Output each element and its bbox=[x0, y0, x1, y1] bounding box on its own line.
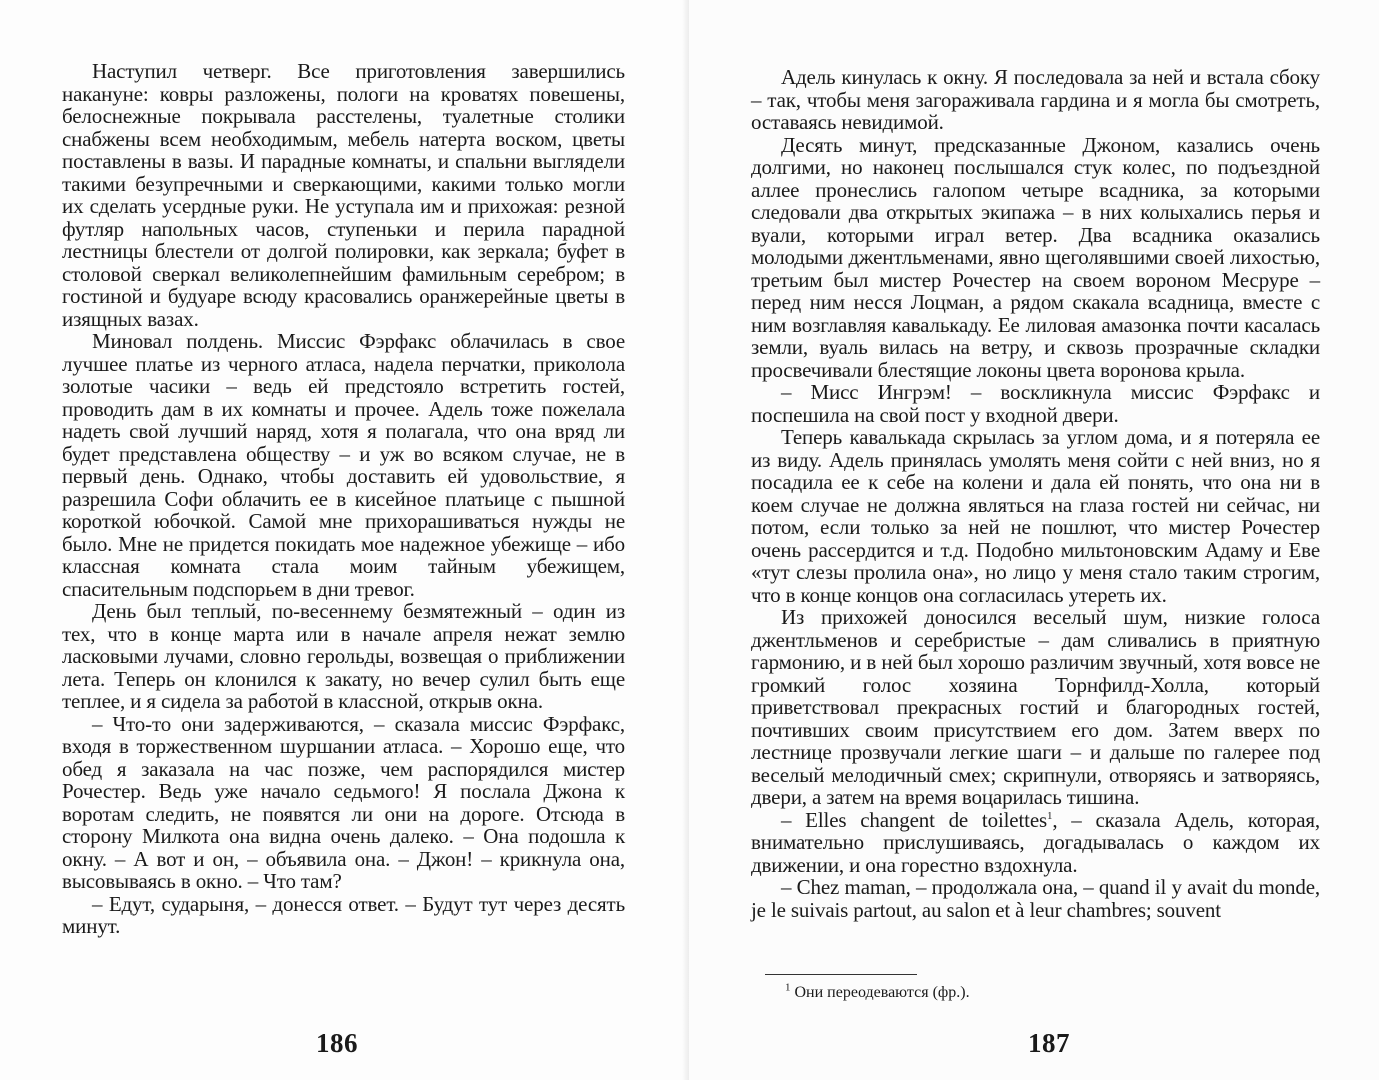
paragraph: – Chez maman, – продолжала она, – quand il y avait du monde, je le suivais partout, au salon et à leur chambres; souvent bbox=[751, 875, 1320, 922]
paragraph: – Что-то они задерживаются, – сказала миссис Фэрфакс, входя в торжественном шуршании атласа. – Хорошо еще, что обед я заказала на час позже, чем распорядился мистер Рочестер. Ведь уже начало седьмого! Я послала Джона к воротам следить, не появятся ли они на дороге. Отсюда в сторону Милкота она видна очень далеко. – Она подошла к окну. – А вот и он, – объявила она. – Джон! – крикнула она, высовываясь в окно. – Что там? bbox=[62, 711, 625, 893]
right-page-text bbox=[751, 66, 1320, 921]
page-number-right: 187 bbox=[1028, 1028, 1070, 1058]
paragraph-with-footnote bbox=[751, 809, 1320, 877]
paragraph-continuation: , – сказала Адель, которая, внимательно прислушиваясь, догадывалась о каждом их движении, и она горестно вздохнула. bbox=[751, 807, 1320, 877]
french-quote: – Elles changent de toilettes bbox=[781, 807, 1048, 832]
paragraph: Из прихожей доносился веселый шум, низкие голоса джентльменов и серебристые – дам сливались в приятную гармонию, и в ней был хорошо различим звучный, хотя вовсе не громкий голос хозяина Торнфилд-Холла, который приветствовал прекрасных гостий и благородных гостей, почтивших своим присутствием его дом. Затем вверх по лестнице прозвучали легкие шаги – и дальше по галерее под веселый мелодичный смех; скрипнули, отворяясь и затворяясь, двери, а затем на время воцарилась тишина. bbox=[751, 605, 1320, 809]
footnote-marker: 1 bbox=[1047, 809, 1053, 822]
paragraph: Адель кинулась к окну. Я последовала за ней и встала сбоку – так, чтобы меня загораживала гардина и я могла бы смотреть, оставаясь невидимой. bbox=[751, 65, 1320, 134]
paragraph: – Едут, сударыня, – донесся ответ. – Будут тут через десять минут. bbox=[62, 891, 625, 938]
right-page bbox=[689, 0, 1379, 1080]
left-page-text bbox=[62, 60, 625, 938]
paragraph: День был теплый, по-весеннему безмятежный – один из тех, что в конце марта или в начале апреля нежат землю ласковыми лучами, словно герольды, возвещая о приближении лета. Теперь он клонился к закату, но вечер сулил быть еще теплее, и я сидела за работой в классной, открыв окна. bbox=[62, 599, 625, 713]
left-page bbox=[0, 0, 689, 1080]
paragraph: Теперь кавалькада скрылась за углом дома, и я потеряла ее из виду. Адель принялась умолять меня сойти с ней вниз, но я посадила ее к себе на колени и дала ей понять, что она ни в коем случае не должна являться на глаза гостей ни сейчас, ни потом, если только за ней не пошлют, что мистер Рочестер очень рассердится и т.д. Подобно мильтоновским Адаму и Еве «тут слезы пролила она», но лицо у меня стало таким строгим, что в конце концов она согласилась утереть их. bbox=[751, 425, 1320, 607]
paragraph: – Мисс Ингрэм! – воскликнула миссис Фэрфакс и поспешила на свой пост у входной двери. bbox=[751, 380, 1320, 427]
footnote bbox=[785, 983, 970, 1003]
paragraph: Наступил четверг. Все приготовления завершились накануне: ковры разложены, пологи на кроватях повешены, белоснежные покрывала расстелены, туалетные столики снабжены всем необходимым, мебель натерта воском, цветы поставлены в вазы. И парадные комнаты, и спальни выглядели такими безупречными и сверкающими, какими только могли их сделать усердные руки. Не уступала им и прихожая: резной футляр напольных часов, ступеньки и перила парадной лестницы блестели от долгой полировки, как зеркала; буфет в столовой сверкал великолепнейшим фамильным серебром; в гостиной и будуаре всюду красовались оранжерейные цветы в изящных вазах. bbox=[62, 59, 625, 331]
footnote-divider bbox=[765, 974, 917, 975]
paragraph: Десять минут, предсказанные Джоном, казались очень долгими, но наконец послышался стук колес, по подъездной аллее пронеслись галопом четыре всадника, за которыми следовали два открытых экипажа – в них колыхались перья и вуали, которыми играл ветер. Два всадника оказались молодыми джентльменами, явно щеголявшими своей лихостью, третьим был мистер Рочестер на своем вороном Месруре – перед ним несся Лоцман, а рядом скакала всадница, вместе с ним возглавляя кавалькаду. Ее лиловая амазонка почти касалась земли, вуаль вилась на ветру, и сквозь прозрачные складки просвечивали блестящие локоны цвета воронова крыла. bbox=[751, 132, 1320, 382]
footnote-number: 1 bbox=[785, 981, 791, 994]
paragraph: Миновал полдень. Миссис Фэрфакс облачилась в свое лучшее платье из черного атласа, надела перчатки, приколола золотые часики – ведь ей предстояло встретить гостей, проводить дам в их комнаты и прочее. Адель тоже пожелала надеть свой лучший наряд, хотя я полагала, что она вряд ли будет представлена обществу – и уж во всяком случае, не в первый день. Однако, чтобы доставить ей удовольствие, я разрешила Софи облачить ее в кисейное платьице с пышной короткой юбочкой. Самой мне прихорашиваться нужды не было. Мне не придется покидать мое надежное убежище – ибо классная комната стала моим тайным убежищем, спасительным подспорьем в дни тревог. bbox=[62, 329, 625, 601]
footnote-text: Они переодеваются (фр.). bbox=[794, 984, 970, 1001]
page-number-left: 186 bbox=[316, 1028, 358, 1058]
